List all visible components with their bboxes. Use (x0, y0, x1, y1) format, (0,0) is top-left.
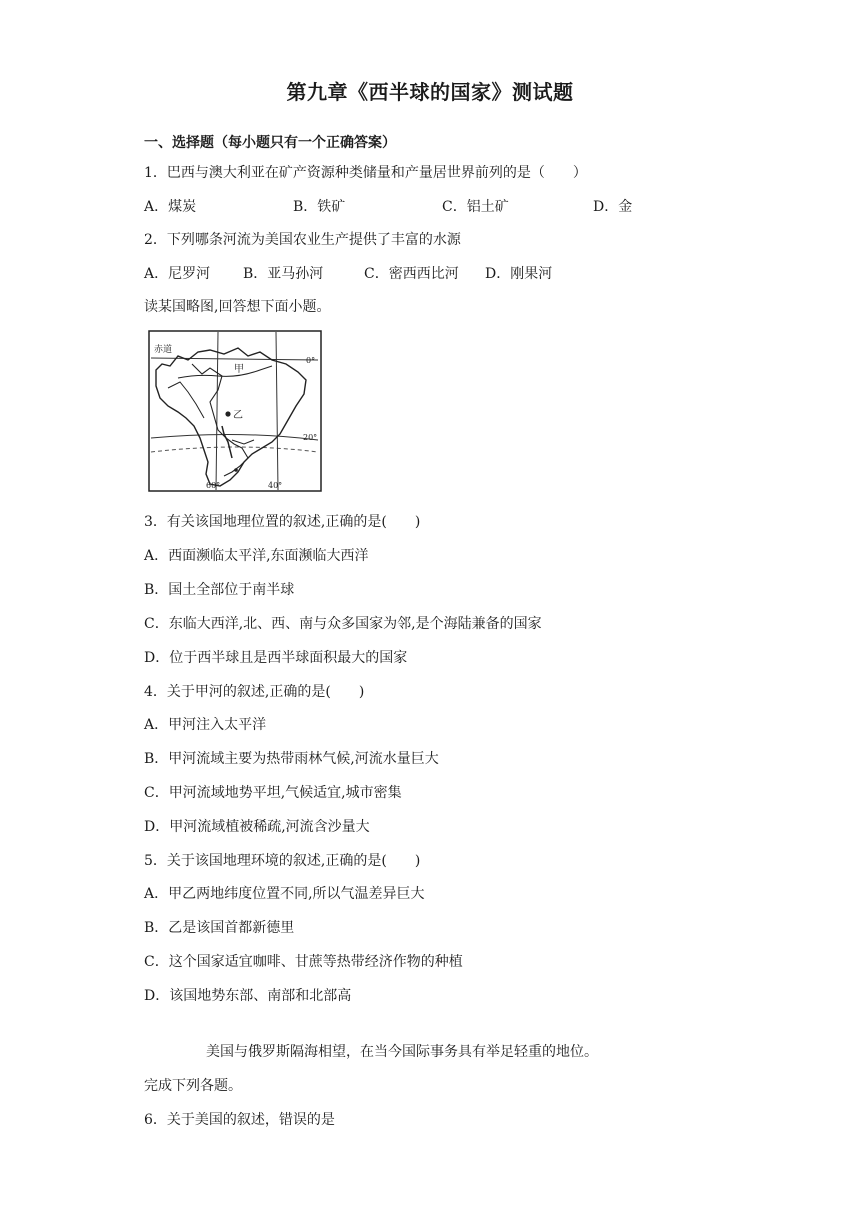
passage-text: 美国与俄罗斯隔海相望，在当今国际事务具有举足轻重的地位。 (206, 1044, 598, 1060)
question-4-option-a: A．甲河注入太平洋 (144, 717, 267, 733)
section-heading: 一、选择题（每小题只有一个正确答案） (144, 135, 396, 151)
question-5-option-b: B．乙是该国首都新德里 (144, 920, 295, 936)
city-dot-south (234, 468, 238, 472)
label-yi: 乙 (233, 410, 243, 421)
question-4-option-d: D．甲河流域植被稀疏,河流含沙量大 (144, 819, 370, 835)
question-1-option-c: C．铝土矿 (442, 199, 509, 215)
question-4-option-c: C．甲河流域地势平坦,气候适宜,城市密集 (144, 785, 402, 801)
question-6-stem: 6．关于美国的叙述，错误的是 (144, 1112, 335, 1128)
label-jia: 甲 (234, 364, 244, 375)
question-2-option-b: B．亚马孙河 (243, 266, 324, 282)
question-3-stem: 3．有关该国地理位置的叙述,正确的是( ) (144, 514, 421, 530)
question-1-option-d: D．金 (593, 199, 633, 215)
passage-instruction: 完成下列各题。 (144, 1078, 242, 1094)
question-5-option-d: D．该国地势东部、南部和北部高 (144, 988, 352, 1004)
country-map-svg (148, 330, 322, 492)
map-intro: 读某国略图,回答想下面小题。 (144, 299, 331, 315)
question-2-option-a: A．尼罗河 (144, 266, 211, 282)
question-3-option-b: B．国土全部位于南半球 (144, 582, 295, 598)
country-map (148, 330, 322, 492)
question-3-option-d: D．位于西半球且是西半球面积最大的国家 (144, 650, 408, 666)
question-1-stem: 1．巴西与澳大利亚在矿产资源种类储量和产量居世界前列的是（ ） (144, 165, 587, 181)
question-5-option-c: C．这个国家适宜咖啡、甘蔗等热带经济作物的种植 (144, 954, 463, 970)
lon60-label: 60° (206, 481, 221, 490)
question-5-option-a: A．甲乙两地纬度位置不同,所以气温差异巨大 (144, 886, 425, 902)
question-2-option-c: C．密西西比河 (364, 266, 459, 282)
question-3-option-a: A．西面濒临太平洋,东面濒临大西洋 (144, 548, 369, 564)
equator-label: 赤道 (154, 345, 173, 355)
question-2-stem: 2．下列哪条河流为美国农业生产提供了丰富的水源 (144, 232, 461, 248)
page-title: 第九章《西半球的国家》测试题 (286, 80, 574, 104)
question-4-stem: 4．关于甲河的叙述,正确的是( ) (144, 684, 365, 700)
city-yi-dot (225, 411, 230, 416)
question-4-option-b: B．甲河流域主要为热带雨林气候,河流水量巨大 (144, 751, 439, 767)
question-1-option-a: A．煤炭 (144, 199, 197, 215)
question-1-option-b: B．铁矿 (293, 199, 346, 215)
question-2-option-d: D．刚果河 (485, 266, 553, 282)
lon40-label: 40° (268, 481, 283, 490)
question-5-stem: 5．关于该国地理环境的叙述,正确的是( ) (144, 853, 421, 869)
question-3-option-c: C．东临大西洋,北、西、南与众多国家为邻,是个海陆兼备的国家 (144, 616, 542, 632)
lat0-label: 0° (306, 356, 316, 365)
lat20-label: 20° (303, 433, 318, 442)
